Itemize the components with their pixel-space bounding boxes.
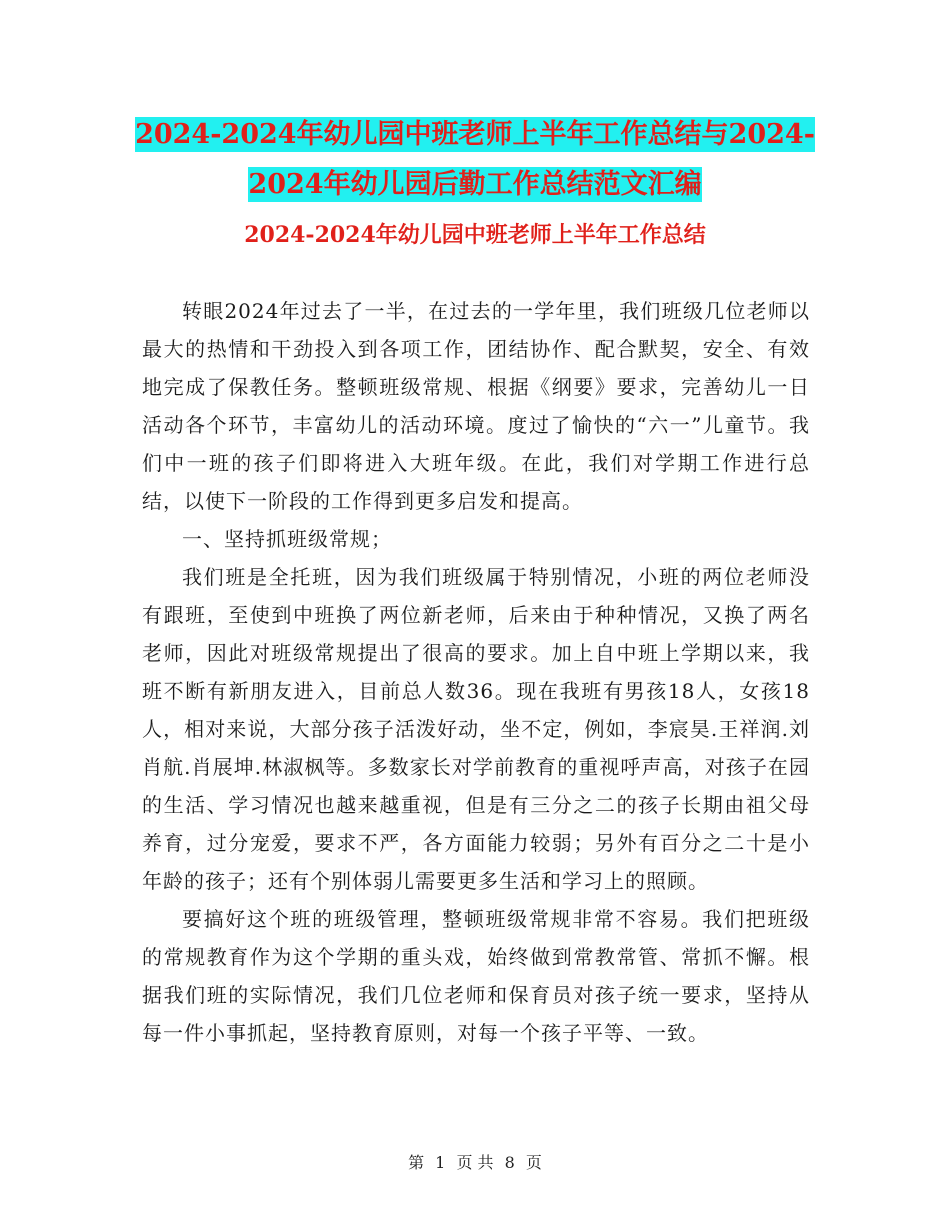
footer-total-pages: 8	[504, 1153, 515, 1172]
footer-prefix: 第	[408, 1153, 425, 1172]
paragraph-intro: 转眼2024年过去了一半，在过去的一学年里，我们班级几位老师以最大的热情和干劲投入到各项工作，团结协作、配合默契，安全、有效地完成了保教任务。整顿班级常规、根据《纲要》要求，完善幼儿一日活动各个环节，丰富幼儿的活动环境。度过了愉快的“六一”儿童节。我们中一班的孩子们即将进入大班年级。在此，我们对学期工作进行总结，以使下一阶段的工作得到更多启发和提高。	[142, 299, 810, 513]
title-line-1: 2024-2024年幼儿园中班老师上半年工作总结与2024-	[135, 119, 815, 150]
paragraph-class-situation: 我们班是全托班，因为我们班级属于特别情况，小班的两位老师没有跟班，至使到中班换了两位新老师，后来由于种种情况，又换了两名老师，因此对班级常规提出了很高的要求。加上自中班上学期以来，我班不断有新朋友进入，目前总人数36。现在我班有男孩18人，女孩18人，相对来说，大部分孩子活泼好动，坐不定，例如，李宸昊.王祥润.刘肖航.肖展坤.林淑枫等。多数家长对学前教育的重视呼声高，对孩子在园的生活、学习情况也越来越重视，但是有三分之二的孩子长期由祖父母养育，过分宠爱，要求不严，各方面能力较弱；另外有百分之二十是小年龄的孩子；还有个别体弱儿需要更多生活和学习上的照顾。	[142, 565, 810, 893]
document-body	[142, 292, 810, 1052]
document-title	[0, 110, 950, 210]
title-line-2: 2024年幼儿园后勤工作总结范文汇编	[248, 169, 702, 200]
paragraph-class-management: 要搞好这个班的班级管理，整顿班级常规非常不容易。我们把班级的常规教育作为这个学期的重头戏，始终做到常教常管、常抓不懈。根据我们班的实际情况，我们几位老师和保育员对孩子统一要求，坚持从每一件小事抓起，坚持教育原则，对每一个孩子平等、一致。	[142, 907, 810, 1045]
footer-suffix: 页	[525, 1153, 542, 1172]
page-footer	[0, 1150, 950, 1173]
footer-page-number: 1	[435, 1153, 446, 1172]
footer-mid: 页 共	[456, 1153, 494, 1172]
paragraph-heading-1: 一、坚持抓班级常规；	[182, 527, 392, 551]
section-title: 2024-2024年幼儿园中班老师上半年工作总结	[244, 222, 706, 248]
